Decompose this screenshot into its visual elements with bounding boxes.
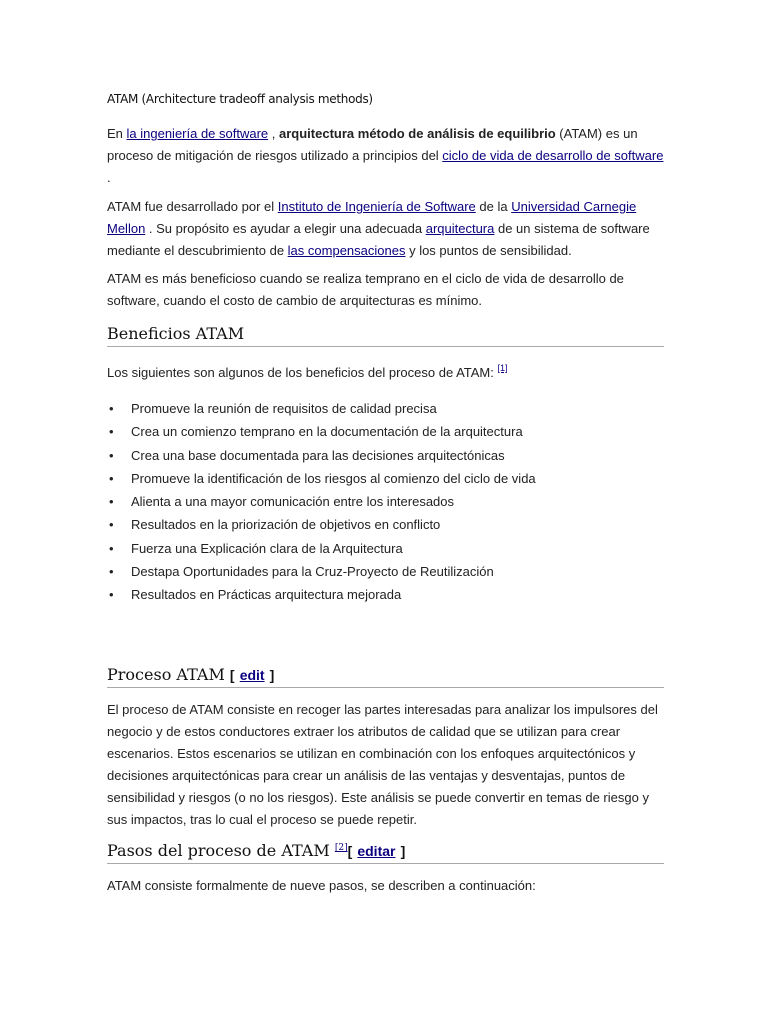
link-carnegie-mellon[interactable]: Universidad Carnegie Mellon (107, 199, 637, 236)
document-title: ATAM (Architecture tradeoff analysis methods) (107, 92, 373, 106)
reference-link-1[interactable]: [1] (497, 363, 508, 373)
list-item: • Fuerza una Explicación clara de la Arquitectura (107, 537, 664, 560)
bullet-icon: • (109, 540, 114, 556)
section-heading-proceso: Proceso ATAM [ edit ] (107, 665, 664, 688)
bullet-icon: • (109, 470, 114, 486)
list-item: • Alienta a una mayor comunicación entre los interesados (107, 490, 664, 513)
edit-link-pasos[interactable]: editar (357, 843, 396, 859)
section-heading-beneficios: Beneficios ATAM (107, 324, 664, 347)
reference-link-2[interactable]: [2] (334, 843, 348, 853)
process-paragraph: El proceso de ATAM consiste en recoger las partes interesadas para analizar los impulsores del negocio y de estos conductores extraer los atributos de calidad que se utilizan para crear escenarios. Estos escenarios se utilizan en combinación con los enfoques arquitectónicos y decisiones arquitectónicas para crear un análisis de las ventajas y desventajas, puntos de sensibilidad y riesgos (o no los riesgos). Este análisis se puede convertir en temas de riesgo y sus impactos, tras lo cual el proceso se puede repetir. (107, 702, 658, 827)
benefits-list (107, 397, 664, 607)
list-item: • Promueve la reunión de requisitos de calidad precisa (107, 397, 664, 420)
list-item: • Promueve la identificación de los riesgos al comienzo del ciclo de vida (107, 467, 664, 490)
intro-paragraph-3: ATAM es más beneficioso cuando se realiza temprano en el ciclo de vida de desarrollo de software, cuando el costo de cambio de arquitecturas es mínimo. (107, 271, 624, 308)
list-item: • Resultados en la priorización de objetivos en conflicto (107, 513, 664, 536)
intro-paragraph-1: En la ingeniería de software , arquitectura método de análisis de equilibrio (ATAM) es un proceso de mitigación de riesgos utilizado a principios del ciclo de vida de desarrollo de software . (107, 126, 664, 185)
bullet-icon: • (109, 401, 114, 416)
steps-paragraph: ATAM consiste formalmente de nueve pasos, se describen a continuación: (107, 878, 536, 893)
bullet-icon: • (109, 587, 114, 603)
edit-link-proceso[interactable]: edit (239, 667, 265, 683)
bullet-icon: • (109, 424, 114, 440)
bullet-icon: • (109, 564, 114, 580)
section-heading-pasos: Pasos del proceso de ATAM [2][ editar ] (107, 841, 664, 864)
list-item: • Crea una base documentada para las decisiones arquitectónicas (107, 444, 664, 467)
link-ingenieria-software[interactable]: la ingeniería de software (126, 126, 269, 141)
list-item: • Resultados en Prácticas arquitectura mejorada (107, 583, 664, 606)
link-compensaciones[interactable]: las compensaciones (287, 243, 406, 258)
list-item: • Destapa Oportunidades para la Cruz-Proyecto de Reutilización (107, 560, 664, 583)
link-instituto-ingenieria[interactable]: Instituto de Ingeniería de Software (277, 199, 476, 214)
list-item: • Crea un comienzo temprano en la documentación de la arquitectura (107, 420, 664, 443)
link-arquitectura[interactable]: arquitectura (425, 221, 495, 236)
term-atam: arquitectura método de análisis de equilibrio (279, 126, 556, 141)
intro-paragraph-2: ATAM fue desarrollado por el Instituto de Ingeniería de Software de la Universidad Carnegie Mellon . Su propósito es ayudar a elegir una adecuada arquitectura de un sistema de software mediante el descubrimiento de las compensaciones y los puntos de sensibilidad. (107, 199, 650, 258)
bullet-icon: • (109, 494, 114, 510)
link-ciclo-vida[interactable]: ciclo de vida de desarrollo de software (442, 148, 664, 163)
bullet-icon: • (109, 517, 114, 533)
benefits-intro: Los siguientes son algunos de los beneficios del proceso de ATAM: [1] (107, 363, 508, 380)
bullet-icon: • (109, 447, 114, 463)
